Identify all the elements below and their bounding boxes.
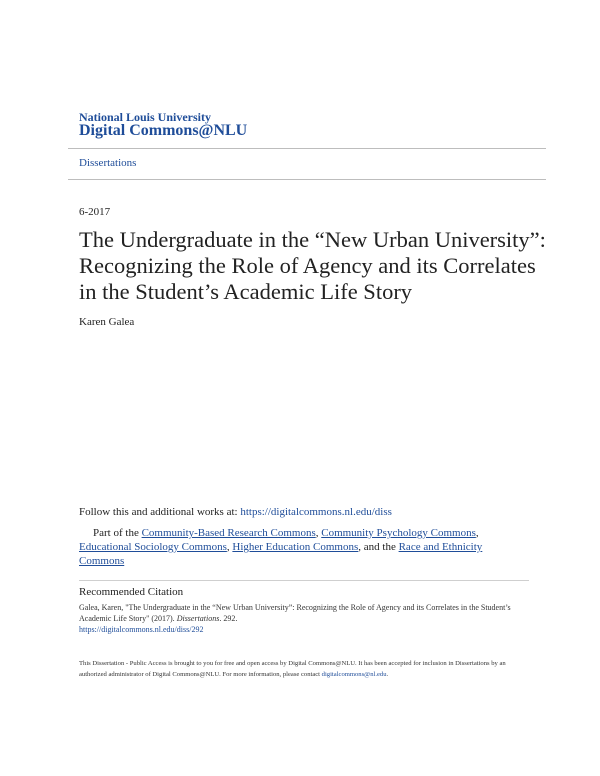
publication-date: 6-2017 — [79, 206, 111, 218]
commons-link-community-psychology[interactable]: Community Psychology Commons — [321, 527, 476, 539]
commons-link-educational-sociology[interactable]: Educational Sociology Commons — [79, 541, 227, 553]
citation-body: Galea, Karen, "The Undergraduate in the “New Urban University”: Recognizing the Role of Agency and its Correlates in the Student’s Academic Life Story" (2017). — [79, 603, 511, 623]
separator: , — [315, 527, 322, 539]
follow-line — [79, 506, 392, 518]
citation-divider — [79, 580, 529, 581]
separator: , — [475, 527, 479, 539]
citation-number: . 292. — [219, 614, 238, 623]
notice-end: . — [386, 671, 389, 678]
header-divider-top — [68, 148, 546, 149]
contact-email-link[interactable]: digitalcommons@nl.edu — [321, 671, 387, 678]
citation-url[interactable]: https://digitalcommons.nl.edu/diss/292 — [79, 625, 204, 634]
commons-link-community-based-research[interactable]: Community-Based Research Commons — [141, 527, 316, 539]
part-of-commons — [79, 526, 509, 568]
institution-name: National Louis University — [79, 110, 212, 124]
commons-link-race-ethnicity[interactable]: Race and Ethnicity Commons — [79, 541, 483, 567]
follow-prefix: Follow this and additional works at: — [79, 506, 241, 518]
part-of-prefix: Part of the — [93, 527, 142, 539]
document-title: The Undergraduate in the “New Urban University”: Recognizing the Role of Agency and its Correlates in the Student’s Academic Life Story — [79, 227, 546, 304]
follow-link[interactable]: https://digitalcommons.nl.edu/diss — [240, 506, 392, 518]
separator: , — [226, 541, 233, 553]
repository-name[interactable]: Digital Commons@NLU — [79, 122, 248, 139]
access-notice — [79, 658, 529, 680]
citation-text — [79, 602, 529, 635]
citation-heading: Recommended Citation — [79, 586, 184, 598]
separator: , and the — [358, 541, 399, 553]
commons-link-higher-education[interactable]: Higher Education Commons — [232, 541, 359, 553]
author-name: Karen Galea — [79, 316, 135, 328]
header-divider-bottom — [68, 179, 546, 180]
notice-text: This Dissertation - Public Access is brought to you for free and open access by Digital Commons@NLU. It has been accepted for inclusion in Dissertations by an authorized administrator of Digital Commons@NLU. For more information, please contact — [79, 660, 506, 678]
citation-series: Dissertations — [176, 614, 220, 623]
breadcrumb-dissertations[interactable]: Dissertations — [79, 157, 137, 169]
